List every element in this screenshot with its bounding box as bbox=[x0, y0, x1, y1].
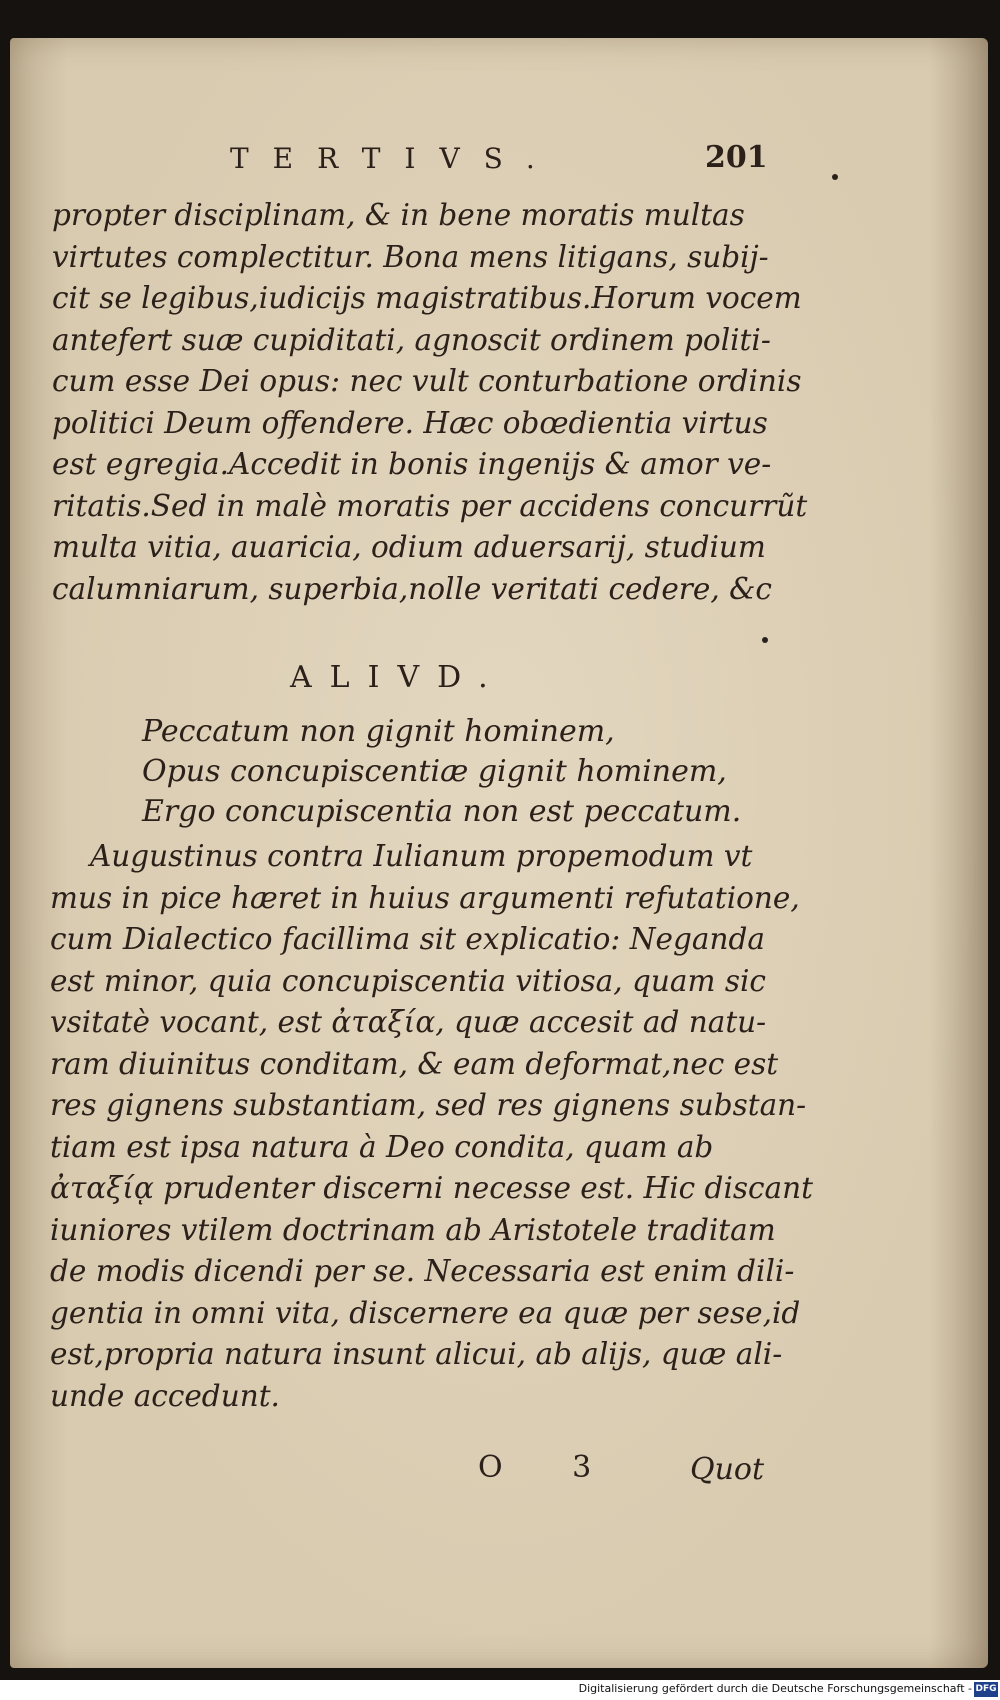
text-line: res gignens substantiam, sed res gignens substan- bbox=[50, 1088, 807, 1122]
ink-speck bbox=[762, 637, 768, 643]
text-line: mus in pice hæret in huius argumenti refutatione, bbox=[50, 880, 800, 915]
text-line: tiam est ipsa natura à Deo condita, quam ab bbox=[50, 1129, 714, 1164]
section-heading: ALIVD. bbox=[290, 660, 506, 695]
funding-credit: Digitalisierung gefördert durch die Deutsche Forschungsgemeinschaft - bbox=[578, 1682, 972, 1695]
text-line: virtutes complectitur. Bona mens litigans, subij- bbox=[52, 239, 769, 274]
paragraph-bottom bbox=[50, 836, 813, 1417]
syllogism bbox=[142, 712, 782, 832]
signature-mark: O 3 bbox=[478, 1450, 622, 1485]
text-line: politici Deum offendere. Hæc obœdientia virtus bbox=[52, 405, 768, 440]
text-line: cum Dialectico facillima sit explicatio: Neganda bbox=[50, 922, 765, 956]
catchword: Quot bbox=[690, 1452, 765, 1487]
text-line: cum esse Dei opus: nec vult conturbatione ordinis bbox=[52, 364, 802, 398]
text-line: est,propria natura insunt alicui, ab alijs, quæ ali- bbox=[50, 1337, 783, 1371]
text-line: cit se legibus,iudicijs magistratibus.Horum vocem bbox=[52, 281, 802, 315]
text-line: antefert suæ cupiditati, agnoscit ordinem politi- bbox=[52, 322, 771, 357]
running-title: TERTIVS. bbox=[230, 142, 559, 175]
syllogism-line: Ergo concupiscentia non est peccatum. bbox=[142, 794, 742, 829]
digitization-footer bbox=[0, 1680, 1000, 1700]
dfg-logo-icon: DFG bbox=[974, 1682, 998, 1697]
text-line: vsitatè vocant, est ἀταξία, quæ accesit ad natu- bbox=[50, 1005, 767, 1039]
paragraph-top bbox=[52, 195, 808, 610]
syllogism-line: Peccatum non gignit hominem, bbox=[142, 714, 615, 749]
text-line: est egregia.Accedit in bonis ingenijs & amor ve- bbox=[52, 447, 772, 481]
text-line: gentia in omni vita, discernere ea quæ per sese,id bbox=[50, 1295, 801, 1330]
text-line: unde accedunt. bbox=[50, 1378, 280, 1413]
ink-speck bbox=[832, 174, 838, 180]
text-line: ἀταξίᾳ prudenter discerni necesse est. Hic discant bbox=[50, 1171, 813, 1205]
syllogism-line: Opus concupiscentiæ gignit hominem, bbox=[142, 754, 727, 789]
text-line: Augustinus contra Iulianum propemodum vt bbox=[90, 839, 753, 873]
text-line: iuniores vtilem doctrinam ab Aristotele traditam bbox=[50, 1212, 776, 1247]
page-number: 201 bbox=[705, 140, 768, 175]
text-line: est minor, quia concupiscentia vitiosa, quam sic bbox=[50, 963, 766, 998]
text-line: ritatis.Sed in malè moratis per accidens concurrũt bbox=[52, 488, 808, 523]
text-line: calumniarum, superbia,nolle veritati cedere, &c bbox=[52, 571, 772, 606]
text-line: de modis dicendi per se. Necessaria est enim dili- bbox=[50, 1254, 795, 1288]
text-line: propter disciplinam, & in bene moratis multas bbox=[52, 198, 745, 232]
text-line: ram diuinitus conditam, & eam deformat,nec est bbox=[50, 1046, 779, 1081]
text-line: multa vitia, auaricia, odium aduersarij, studium bbox=[52, 530, 766, 564]
